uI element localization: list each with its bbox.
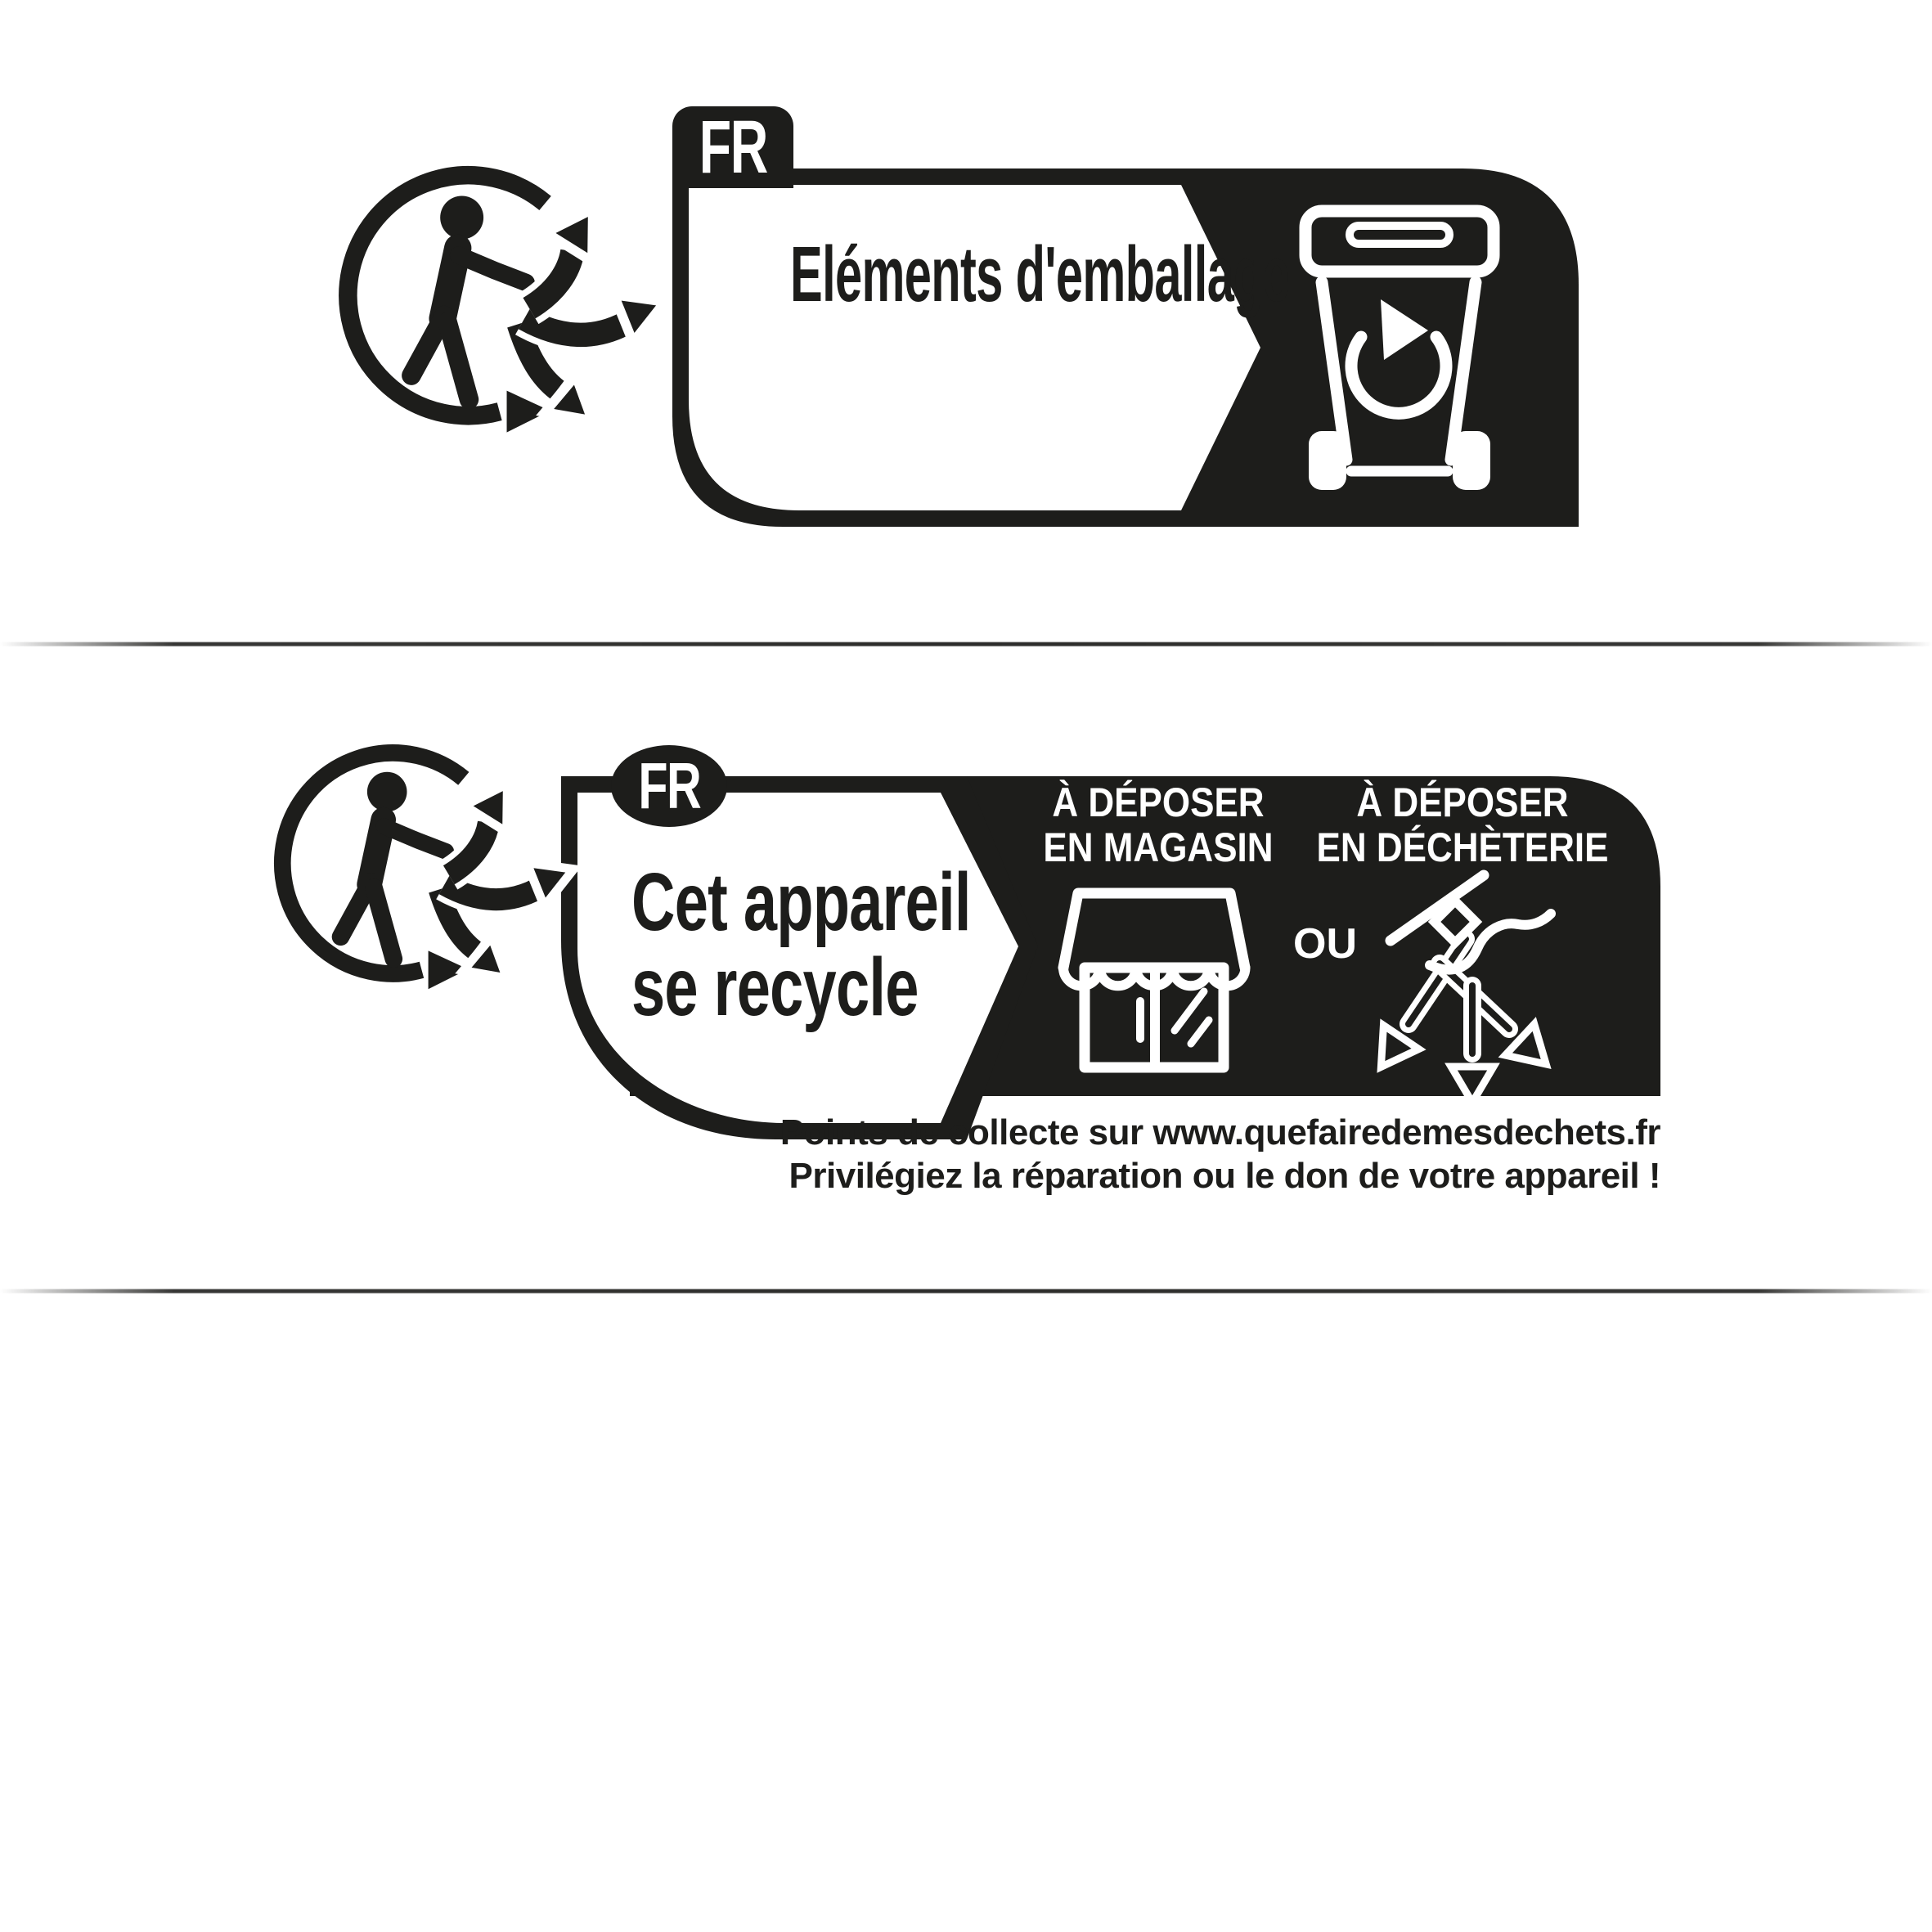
appliance-claim — [631, 856, 971, 1033]
option-dump-line-2: EN DÉCHÈTERIE — [1316, 824, 1609, 870]
country-badge-tab — [672, 106, 793, 188]
country-code: FR — [638, 749, 700, 822]
option-dump — [1304, 780, 1620, 870]
option-dump-line-1: À DÉPOSER — [1356, 780, 1569, 825]
option-store — [1014, 780, 1302, 870]
collection-info-line-1: Points de collecte sur www.quefairedemesdechets.fr — [780, 1112, 1660, 1152]
packaging-label-title: Eléments d'emballage — [790, 231, 1290, 318]
triman-icon — [282, 753, 582, 995]
option-store-line-1: À DÉPOSER — [1052, 780, 1265, 825]
claim-line-1: Cet appareil — [631, 856, 971, 948]
collection-info — [491, 1111, 1660, 1197]
collection-info-line-2: Privilégiez la réparation ou le don de votre appareil ! — [789, 1156, 1660, 1196]
conjunction-ou: OU — [1293, 920, 1357, 968]
claim-line-2: se recycle — [631, 941, 919, 1033]
country-code: FR — [699, 106, 767, 189]
triman-icon — [348, 175, 674, 438]
country-badge-oval — [611, 745, 727, 827]
option-store-line-2: EN MAGASIN — [1043, 824, 1274, 870]
